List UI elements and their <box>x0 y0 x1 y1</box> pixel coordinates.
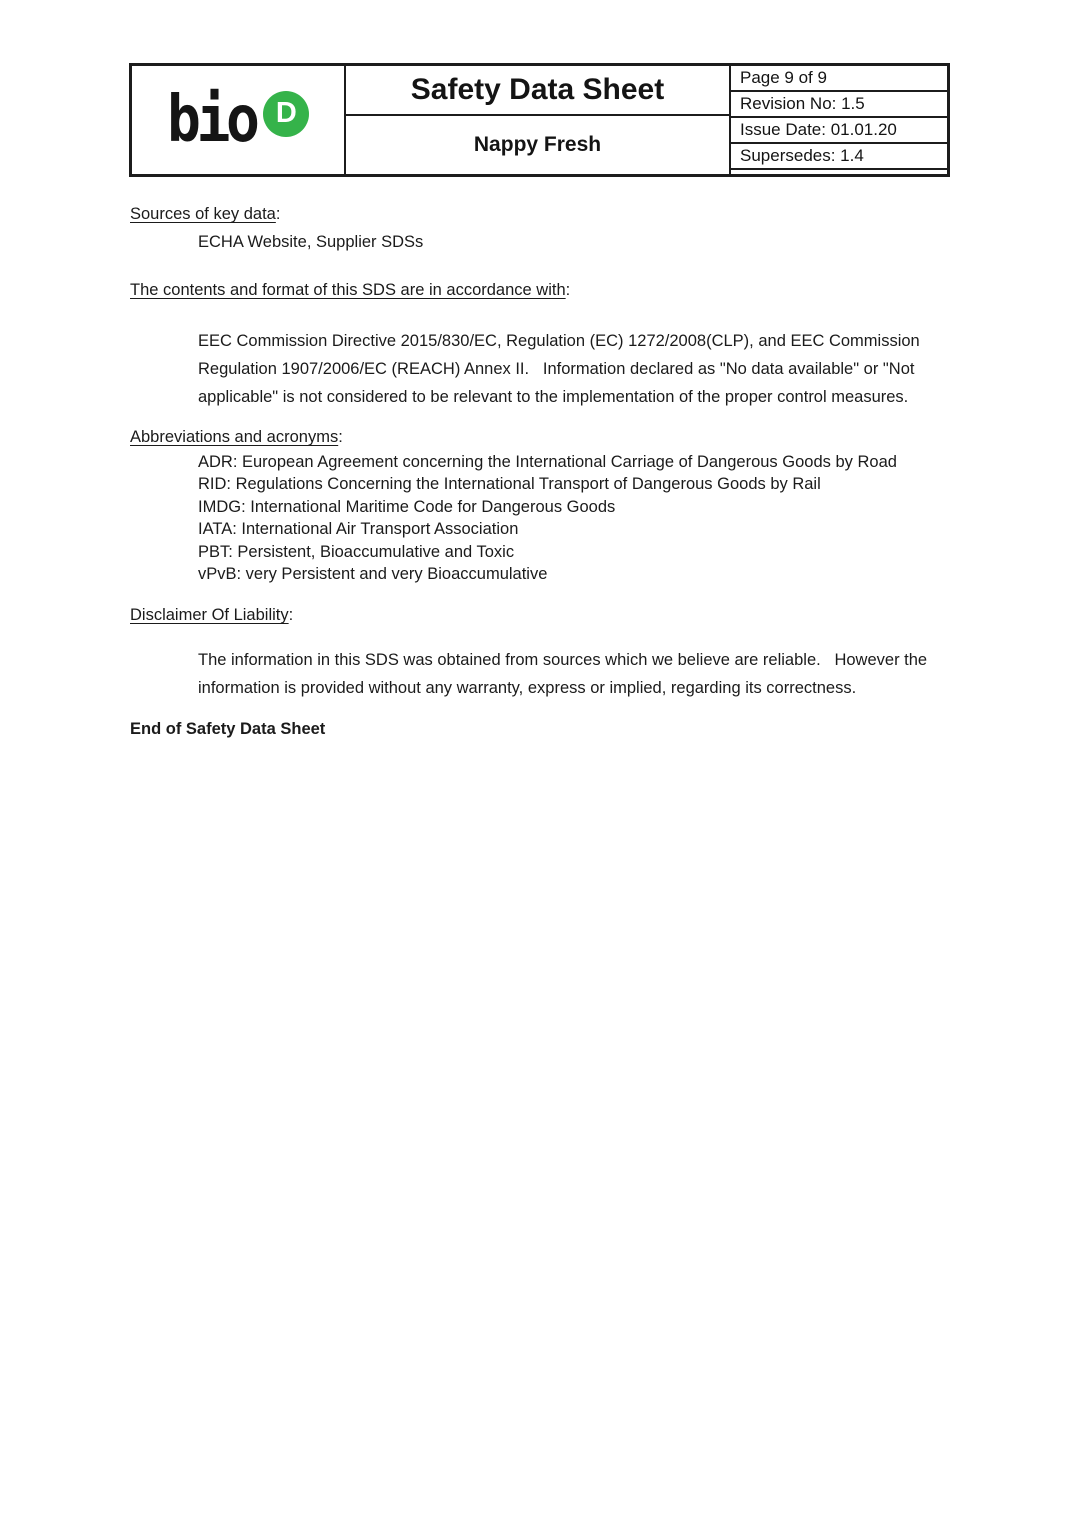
logo-text: bio <box>166 82 256 157</box>
abbreviations-heading-text: Abbreviations and acronyms <box>130 428 339 446</box>
list-item-imdg: IMDG: International Maritime Code for Dangerous Goods <box>198 497 616 516</box>
accordance-heading <box>130 279 960 301</box>
disclaimer-heading-text: Disclaimer Of Liability <box>130 606 289 625</box>
issue-date: Issue Date: 01.01.20 <box>731 118 947 144</box>
abbreviations-list <box>198 451 960 585</box>
accordance-paragraph <box>198 327 960 411</box>
sources-heading-text: Sources of key data <box>130 205 276 223</box>
accordance-heading-colon: : <box>565 281 571 299</box>
list-item-adr: ADR: European Agreement concerning the International Carriage of Dangerous Goods by Road <box>198 453 897 471</box>
sds-header-table <box>129 63 950 177</box>
paragraph-line: EEC Commission Directive 2015/830/EC, Regulation (EC) 1272/2008(CLP), and EEC Commission <box>198 332 920 350</box>
revision-number: Revision No: 1.5 <box>731 92 947 118</box>
supersedes: Supersedes: 1.4 <box>731 144 947 170</box>
sources-body: ECHA Website, Supplier SDSs <box>198 233 424 251</box>
abbreviations-heading-colon: : <box>338 428 343 446</box>
logo-cell <box>132 66 346 174</box>
disclaimer-heading <box>130 604 960 626</box>
document-title: Safety Data Sheet <box>346 66 729 116</box>
product-name: Nappy Fresh <box>473 133 602 156</box>
bio-d-logo <box>166 82 310 157</box>
title-cell <box>346 66 731 174</box>
paragraph-line: The information in this SDS was obtained from sources which we believe are reliable. However the <box>198 651 928 670</box>
paragraph-line: applicable" is not considered to be relevant to the implementation of the proper control measures. <box>198 388 909 406</box>
logo-badge-letter: D <box>275 97 297 130</box>
disclaimer-heading-colon: : <box>288 606 294 625</box>
document-body <box>130 203 960 740</box>
list-item-pbt: PBT: Persistent, Bioaccumulative and Toxic <box>198 542 515 561</box>
sources-heading-colon: : <box>275 205 281 223</box>
list-item-rid: RID: Regulations Concerning the International Transport of Dangerous Goods by Rail <box>198 475 821 494</box>
logo-d-badge-icon <box>263 91 309 137</box>
list-item-iata: IATA: International Air Transport Association <box>198 520 519 539</box>
page-number: Page 9 of 9 <box>731 66 947 92</box>
list-item-vpvb: vPvB: very Persistent and very Bioaccumulative <box>198 565 548 584</box>
sources-heading <box>130 203 960 225</box>
end-of-sheet-note: End of Safety Data Sheet <box>130 720 326 739</box>
disclaimer-paragraph <box>198 646 960 702</box>
paragraph-line: information is provided without any warranty, express or implied, regarding its correctness. <box>198 679 857 698</box>
paragraph-line: Regulation 1907/2006/EC (REACH) Annex II. Information declared as "No data available" or "Not <box>198 360 915 378</box>
abbreviations-heading <box>130 426 960 448</box>
accordance-heading-text: The contents and format of this SDS are in accordance with <box>130 281 566 299</box>
meta-table <box>731 66 947 174</box>
